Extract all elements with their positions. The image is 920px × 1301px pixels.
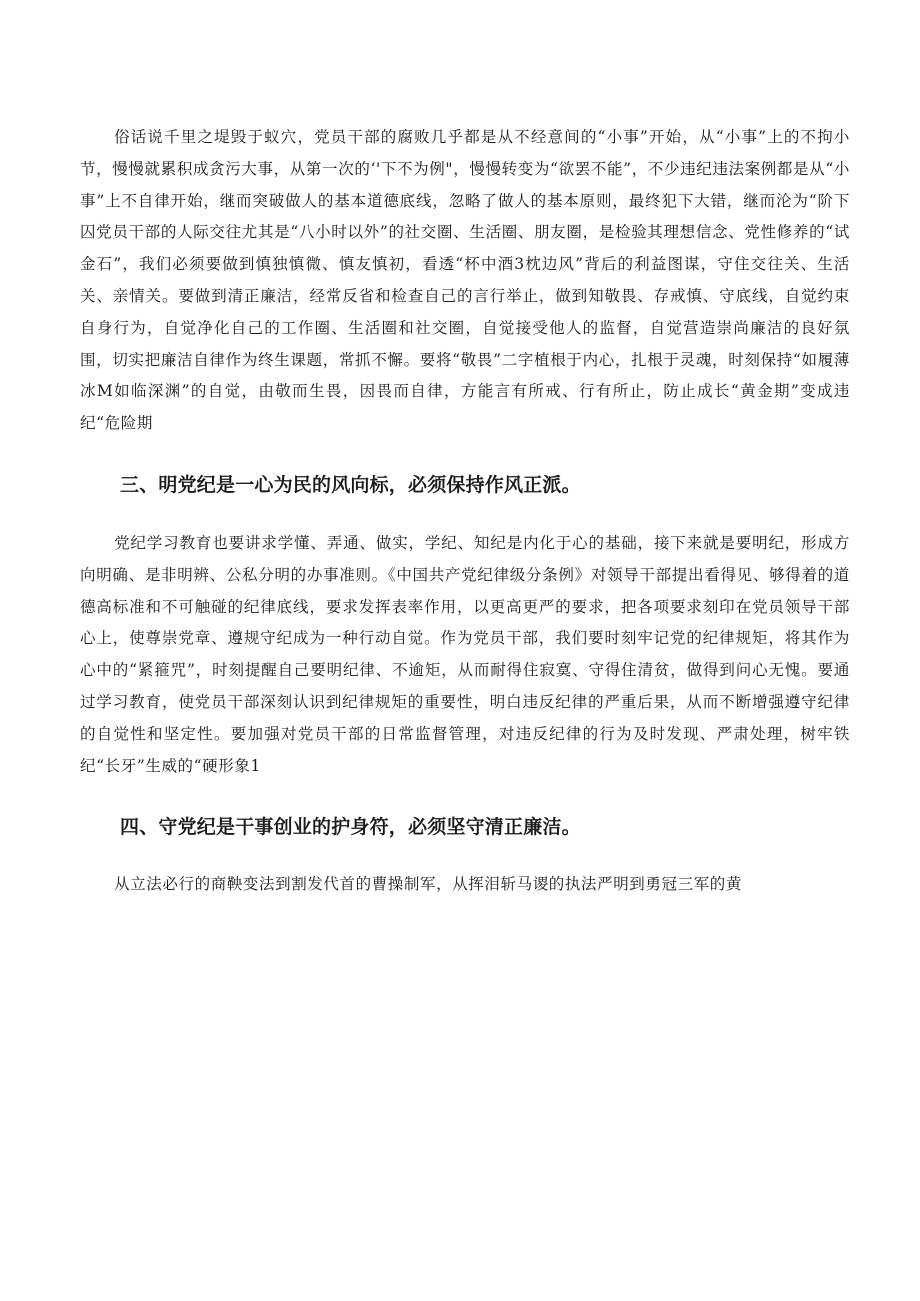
body-paragraph-petty-matters: 俗话说千里之堤毁于蚁穴，党员干部的腐败几乎都是从不经意间的“小事”开始，从“小事”上的不拘小节，慢慢就累积成贪污大事，从第一次的‘'下不为例"，慢慢转变为“欲罢不能”，不少违纪违法案例都是从“小事”上不自律开始，继而突破做人的基本道德底线，忽略了做人的基本原则，最终犯下大错，继而沦为“阶下囚党员干部的人际交往尤其是“八小时以外”的社交圈、生活圈、朋友圈，是检验其理想信念、党性修养的“试金石”，我们必须要做到慎独慎微、慎友慎初，看透“杯中酒3枕边风”背后的利益图谋，守住交往关、生活关、亲情关。要做到清正廉洁，经常反省和检查自己的言行举止，做到知敬畏、存戒慎、守底线，自觉约束自身行为，自觉净化自己的工作圈、生活圈和社交圈，自觉接受他人的监督，自觉营造崇尚廉洁的良好氛围，切实把廉洁自律作为终生课题，常抓不懈。要将“敬畏”二字植根于内心，扎根于灵魂，时刻保持“如履薄冰M如临深渊”的自觉，由敬而生畏，因畏而自律，方能言有所戒、行有所止，防止成长“黄金期”变成违纪“危险期 bbox=[80, 128, 850, 433]
document-page bbox=[80, 122, 850, 901]
section-heading-4: 四、守党纪是干事创业的护身符，必须坚守清正廉洁。 bbox=[120, 816, 581, 839]
body-paragraph-historical-examples: 从立法必行的商鞅变法到割发代首的曹操制军，从挥泪斩马谡的执法严明到勇冠三军的黄 bbox=[114, 875, 742, 894]
section-heading-3: 三、明党纪是一心为民的风向标，必须保持作风正派。 bbox=[120, 473, 581, 496]
body-paragraph-understand-discipline: 党纪学习教育也要讲求学懂、弄通、做实，学纪、知纪是内化于心的基础，接下来就是要明纪，形成方向明确、是非明辨、公私分明的办事准则。《中国共产党纪律级分条例》对领导干部提出看得见、够得着的道德高标准和不可触碰的纪律底线，要求发挥表率作用，以更高更严的要求，把各项要求刻印在党员领导干部心上，使尊崇党章、遵规守纪成为一种行动自觉。作为党员干部，我们要时刻牢记党的纪律规矩，将其作为心中的“紧箍咒”，时刻提醒自己要明纪律、不逾矩，从而耐得住寂寞、守得住清贫，做得到问心无愧。要通过学习教育，使党员干部深刻认识到纪律规矩的重要性，明白违反纪律的严重后果，从而不断增强遵守纪律的自觉性和坚定性。要加强对党员干部的日常监督管理，对违反纪律的行为及时发现、严肃处理，树牢铁纪“长牙”生威的“硬形象1 bbox=[80, 533, 850, 775]
